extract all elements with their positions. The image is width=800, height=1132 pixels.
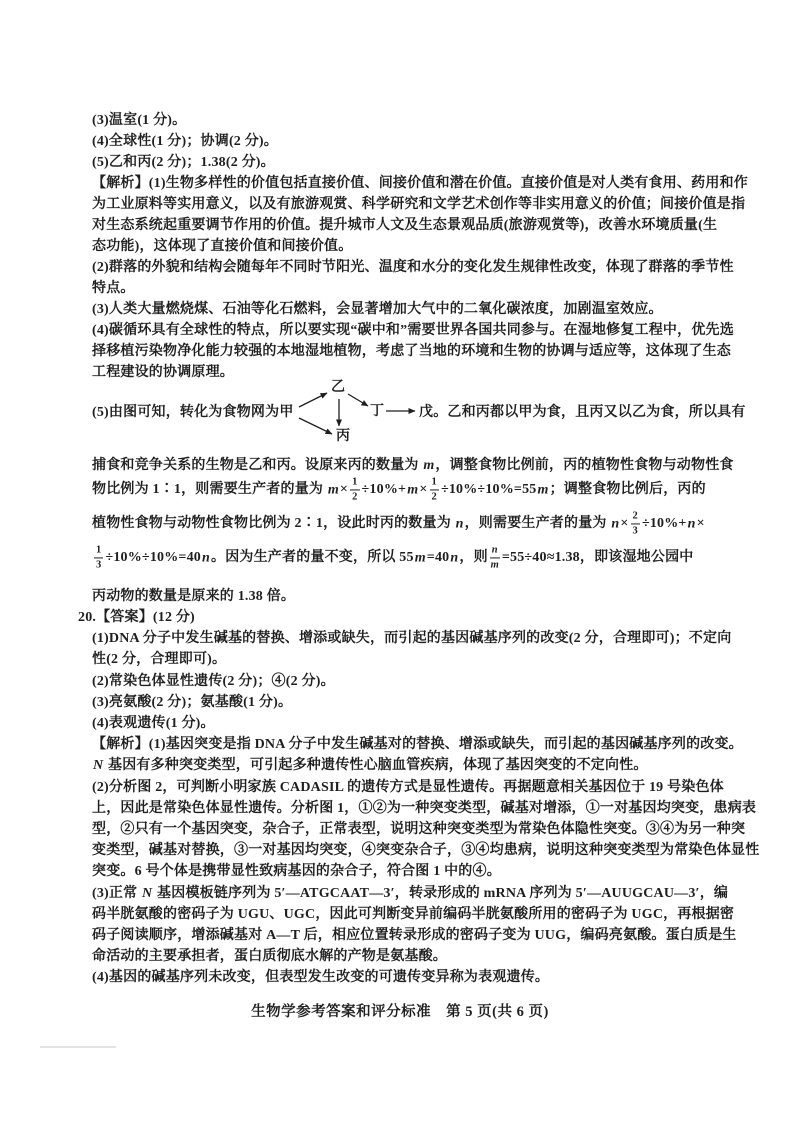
text-line: (5)乙和丙(2 分)；1.38(2 分)。 [92,155,275,170]
text-line: (2)分析图 2，可判断小明家族 CADASIL 的遗传方式是显性遗传。再据题意相关基因位于 19 号染色体 [92,780,724,795]
variable: n [455,516,464,532]
text-line: 突变。6 号个体是携带显性致病基因的杂合子，符合图 1 中的④。 [92,864,501,879]
text-line: $\frac{1}{3}$ ÷10%÷10%=40n。因为生产者的量不变，所以 55m=40n，则 $\frac{n}{m}$ =55÷40≈1.38，即该湿地公园中 [96,544,694,571]
variable: m [537,482,549,498]
text-line: 态功能)，这体现了直接价值和间接价值。 [92,239,353,254]
food-web-line-lead: (5)由图可知，转化为食物网为甲 [92,405,294,420]
variable: n [687,516,696,532]
text-line: 工程建设的协调原理。 [92,365,234,380]
answer-20-header: 20.【答案】(12 分) [78,610,195,625]
text-line: 对生态系统起重要调节作用的价值。提升城市人文及生态景观品质(旅游观赏等)，改善水环境质量(生 [92,218,718,233]
fraction: $\frac{1}{3}$ [96,544,102,571]
text-line: 【解析】(1)生物多样性的价值包括直接价值、间接价值和潜在价值。直接价值是对人类有食用、药用和作 [92,176,748,191]
text-line: N 基因有多种突变类型，可引起多种遗传性心脑血管疾病，体现了基因突变的不定向性。 [93,758,648,773]
arrow-yi-to-ding [348,394,368,406]
fraction: $\frac{n}{m}$ [490,544,499,571]
variable: N [142,886,153,901]
food-web-node-ding: 丁 [370,404,384,419]
text-line: 【解析】(1)基因突变是指 DNA 分子中发生碱基对的替换、增添或缺失，而引起的基因碱基序列的改变。 [92,737,743,752]
food-web-arrows-svg [280,375,430,447]
fraction: $\frac{1}{2}$ [352,476,358,503]
text-line: 为工业原料等实用意义，以及有旅游观赏、科学研究和文学艺术创作等非实用意义的价值；间接价值是指 [92,197,746,212]
food-web-node-bing: 丙 [336,429,350,444]
variable: m [327,482,339,498]
fraction: $\frac{2}{3}$ [632,510,638,537]
text-line: 码半胱氨酸的密码子为 UGU、UGC，因此可判断变异前编码半胱氨酸所用的密码子为 UGC，再根据密 [92,907,735,922]
variable: n [450,550,459,566]
text-line: (3)温室(1 分)。 [92,113,187,128]
variable: m [423,458,435,473]
text-line: (2)群落的外貌和结构会随每年不同时节阳光、温度和水分的变化发生规律性改变，体现了群落的季节性 [92,260,734,275]
variable: n [611,516,620,532]
text-line: (4)全球性(1 分)；协调(2 分)。 [92,134,278,149]
food-web-node-yi: 乙 [331,380,345,395]
variable: N [93,758,104,773]
text-line: (3)人类大量燃烧煤、石油等化石燃料，会显著增加大气中的二氧化碳浓度，加剧温室效应。 [92,302,663,317]
text-line: 物比例为 1∶1，则需要生产者的量为 m× $\frac{1}{2}$ ÷10%+m× $\frac{1}{2}$ ÷10%÷10%=55m；调整食物比例后，丙的 [92,476,706,503]
text-line: (4)表观遗传(1 分)。 [92,716,215,731]
text-line: 性(2 分，合理即可)。 [92,652,227,667]
text-line: 变类型，碱基对替换，③一对基因均突变，④突变杂合子，③④均患病，说明这种突变类型为常染色体显性 [92,843,760,858]
text-line: (2)常染色体显性遗传(2 分)；④(2 分)。 [92,674,335,689]
text-line: 特点。 [92,281,135,296]
food-web-line-tail: 戊。乙和丙都以甲为食，且丙又以乙为食，所以具有 [419,405,746,420]
text-line: 捕食和竞争关系的生物是乙和丙。设原来丙的数量为 m，调整食物比例前，丙的植物性食物与动物性食 [92,458,734,473]
arrow-jia-to-yi [299,393,327,407]
variable: m [407,482,419,498]
text-line: (1)DNA 分子中发生碱基的替换、增添或缺失，而引起的基因碱基序列的改变(2 分，合理即可)；不定向 [92,631,732,646]
page-footer: 生物学参考答案和评分标准 第 5 页(共 6 页) [251,1004,549,1020]
text-line: 植物性食物与动物性食物比例为 2∶1，设此时丙的数量为 n，则需要生产者的量为 n× $\frac{2}{3}$ ÷10%+n× [92,510,705,537]
variable: n [202,550,210,566]
fraction: $\frac{1}{2}$ [431,476,437,503]
text-line: 丙动物的数量是原来的 1.38 倍。 [92,589,296,604]
text-line: 命活动的主要承担者，蛋白质彻底水解的产物是氨基酸。 [92,949,447,964]
arrow-jia-to-bing [299,418,332,434]
text-line: (4)碳循环具有全球性的特点，所以要实现“碳中和”需要世界各国共同参与。在湿地修复工程中，优先选 [92,323,734,338]
text-line: 码子阅读顺序，增添碱基对 A—T 后，相应位置转录形成的密码子变为 UUG，编码亮氨酸。蛋白质是生 [92,928,737,943]
text-line: (3)正常 N 基因模板链序列为 5′—ATGCAAT—3′，转录形成的 mRNA 序列为 5′—AUUGCAU—3′，编 [92,886,729,901]
variable: m [414,550,426,566]
text-line: (4)基因的碱基序列未改变，但表型发生改变的可遗传变异称为表观遗传。 [92,970,550,985]
text-line: 型，②只有一个基因突变，杂合子，正常表型，说明这种突变类型为常染色体隐性突变。③④为另一种突 [92,822,746,837]
text-line: 上，因此是常染色体显性遗传。分析图 1，①②为一种突变类型，碱基对增添，①一对基因均突变，患病表 [92,801,757,816]
text-line: (3)亮氨酸(2 分)；氨基酸(1 分)。 [92,695,293,710]
text-line: 择移植污染物净化能力较强的本地湿地植物，考虑了当地的环境和生物的协调与适应等，这体现了生态 [92,344,731,359]
scan-artifact-line [40,1046,116,1048]
